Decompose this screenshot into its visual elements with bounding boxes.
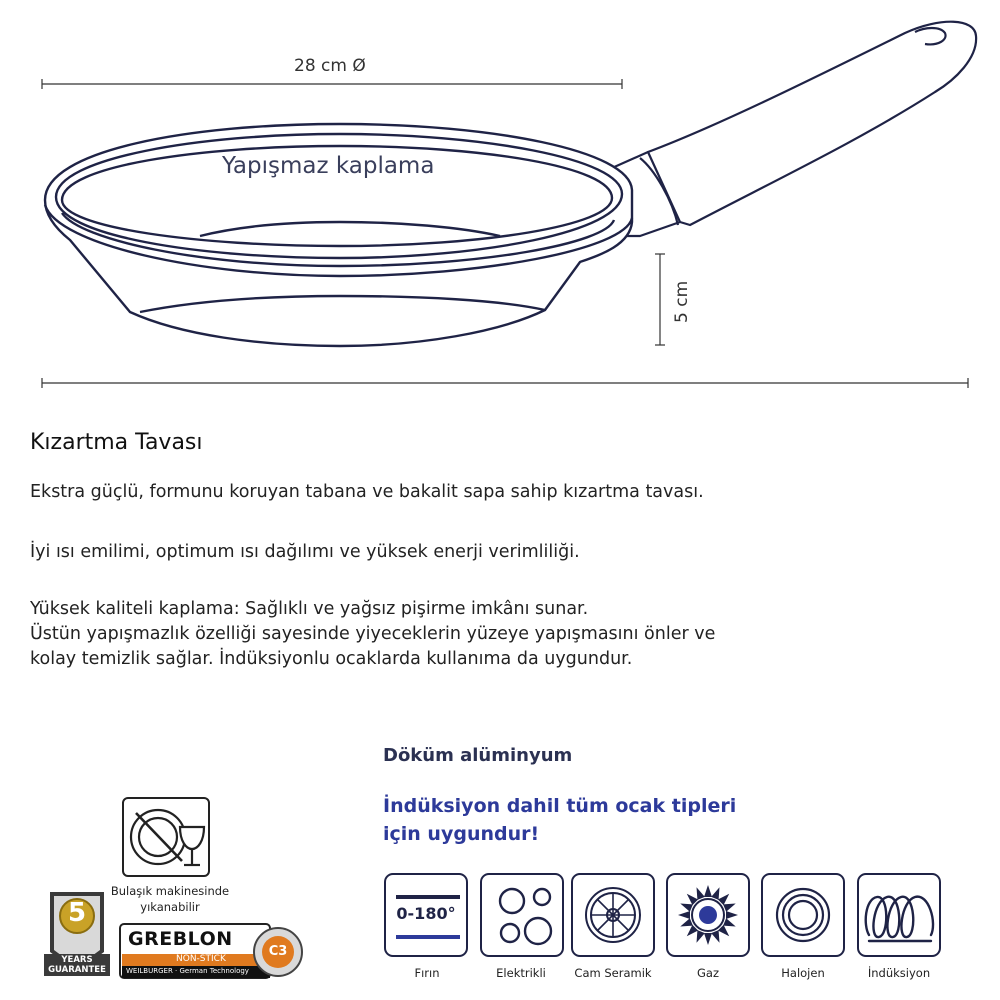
diameter-label: 28 cm Ø bbox=[294, 56, 366, 76]
description-3: Yüksek kaliteli kaplama: Sağlıklı ve yağsız pişirme imkânı sunar. Üstün yapışmazlık özelliği sayesinde yiyeceklerin yüzeye yapışmasını önler ve kolay temizlik sağlar. İndüksiyonlu ocaklarda kullanıma da uygundur. bbox=[30, 599, 716, 669]
greblon-badge bbox=[118, 922, 308, 982]
greblon-tag: WEILBURGER · German Technology bbox=[126, 967, 249, 975]
halogen-hob-icon bbox=[761, 873, 845, 957]
hob-label-gas: Gaz bbox=[697, 966, 719, 980]
description-1: Ekstra güçlü, formunu koruyan tabana ve bakalit sapa sahip kızartma tavası. bbox=[30, 482, 704, 502]
dishwasher-safe-icon bbox=[122, 797, 210, 877]
glass-ceramic-hob-icon bbox=[571, 873, 655, 957]
gas-flame-icon bbox=[666, 873, 750, 957]
height-label: 5 cm bbox=[672, 280, 692, 323]
dishwasher-label: Bulaşık makinesinde yıkanabilir bbox=[110, 884, 230, 914]
hob-label-induction: İndüksiyon bbox=[867, 966, 931, 980]
electric-hob-icon bbox=[480, 873, 564, 957]
pan-handle bbox=[612, 22, 976, 236]
suitability-text: İndüksiyon dahil tüm ocak tipleri için uygundur! bbox=[383, 795, 737, 845]
greblon-grade: C3 bbox=[268, 944, 288, 959]
oven-temperature-value: 0-180° bbox=[396, 904, 456, 923]
height-dimension bbox=[655, 254, 665, 345]
description-2: İyi ısı emilimi, optimum ısı dağılımı ve yüksek enerji verimliliği. bbox=[30, 542, 580, 562]
greblon-brand: GREBLON bbox=[128, 928, 233, 950]
guarantee-number: 5 bbox=[67, 898, 87, 928]
hob-label-oven: Fırın bbox=[414, 966, 440, 980]
product-title: Kızartma Tavası bbox=[30, 430, 203, 455]
oven-temperature-icon bbox=[384, 873, 468, 957]
coating-label: Yapışmaz kaplama bbox=[222, 153, 435, 179]
hob-label-glass-ceramic: Cam Seramik bbox=[574, 966, 652, 980]
pan-diagram bbox=[0, 0, 1000, 400]
induction-coil-icon bbox=[857, 873, 941, 957]
overall-width-dimension bbox=[42, 378, 968, 388]
hob-label-electric: Elektrikli bbox=[496, 966, 546, 980]
hob-label-halogen: Halojen bbox=[781, 966, 825, 980]
material-label: Döküm alüminyum bbox=[383, 745, 573, 766]
guarantee-text: YEARS GUARANTEE bbox=[48, 955, 106, 975]
diameter-dimension bbox=[42, 79, 622, 89]
greblon-sub: NON-STICK bbox=[176, 954, 226, 964]
